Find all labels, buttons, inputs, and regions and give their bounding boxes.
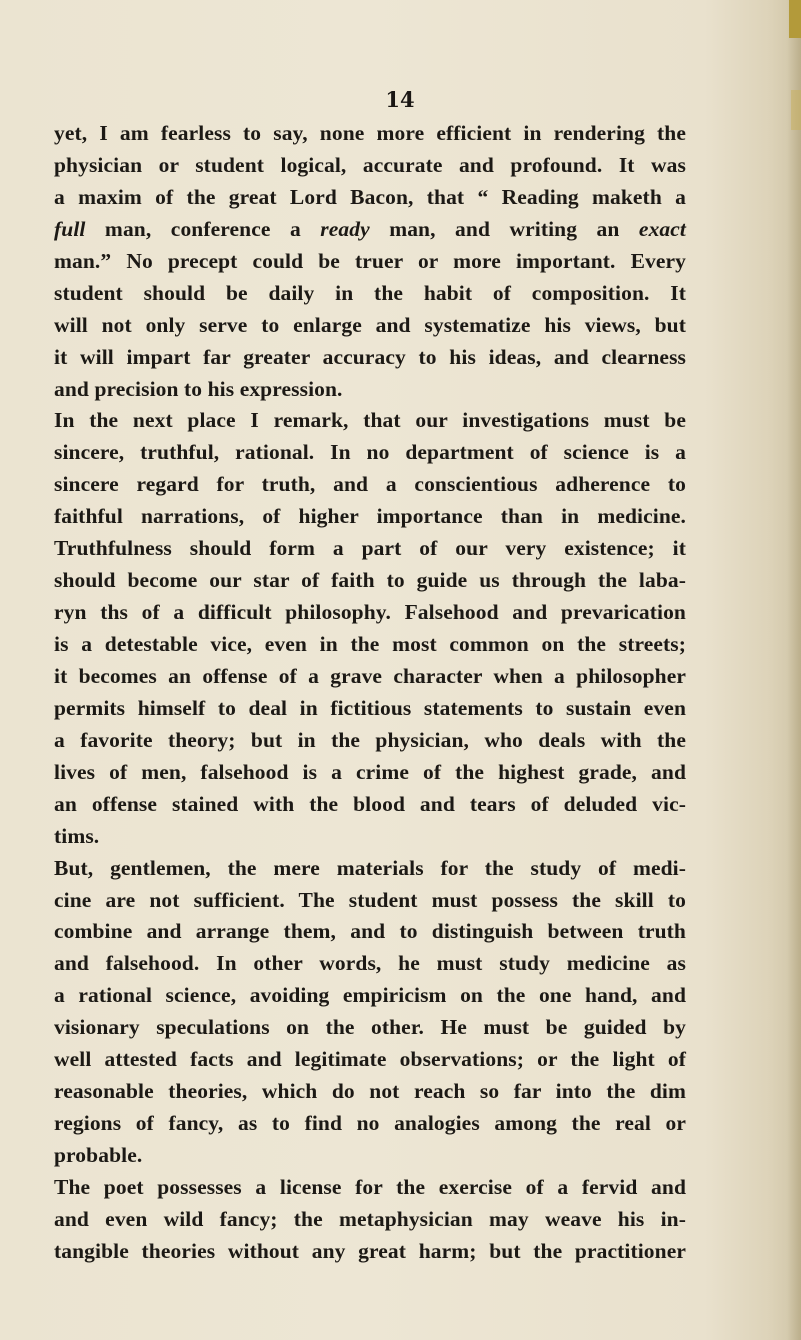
text-line: it becomes an offense of a grave character when a philosopher: [54, 663, 686, 688]
page-edge-shadow: [787, 0, 801, 1340]
text-line: should become our star of faith to guide us through the laba-: [54, 568, 686, 593]
text-line: Truthfulness should form a part of our very existence; it: [54, 536, 686, 561]
text-line: a favorite theory; but in the physician, who deals with the: [54, 727, 686, 752]
text-line: tangible theories without any great harm; but the practitioner: [54, 1238, 686, 1263]
text-line: well attested facts and legitimate observations; or the light of: [54, 1047, 686, 1072]
text-line: visionary speculations on the other. He must be guided by: [54, 1015, 686, 1040]
body-text: [54, 118, 686, 1268]
text-line: tims.: [54, 823, 100, 848]
text-line: But, gentlemen, the mere materials for the study of medi-: [54, 855, 686, 880]
text-line: permits himself to deal in fictitious statements to sustain even: [54, 695, 686, 720]
text-line: an offense stained with the blood and tears of deluded vic-: [54, 791, 686, 816]
text-line: and even wild fancy; the metaphysician may weave his in-: [54, 1206, 686, 1231]
text-line: man.” No precept could be truer or more important. Every: [54, 248, 686, 273]
text-line: physician or student logical, accurate and profound. It was: [54, 152, 686, 177]
text-line: The poet possesses a license for the exercise of a fervid and: [54, 1174, 686, 1199]
text-line: probable.: [54, 1143, 143, 1167]
page-number: 14: [385, 87, 415, 112]
text-line: cine are not sufficient. The student must possess the skill to: [54, 887, 686, 912]
text-line: is a detestable vice, even in the most common on the streets;: [54, 632, 686, 656]
text-line: full man, conference a ready man, and writing an exact: [54, 216, 686, 241]
text-line: a rational science, avoiding empiricism on the one hand, and: [54, 983, 686, 1008]
page-edge-mark: [791, 90, 801, 130]
text-line: regions of fancy, as to find no analogies among the real or: [54, 1111, 686, 1136]
text-line: lives of men, falsehood is a crime of the highest grade, and: [54, 759, 686, 784]
text-line: In the next place I remark, that our investigations must be: [54, 408, 686, 433]
text-line: will not only serve to enlarge and systematize his views, but: [54, 312, 686, 337]
text-line: ryn ths of a difficult philosophy. Falsehood and prevarication: [54, 600, 686, 625]
text-line: and falsehood. In other words, he must study medicine as: [54, 951, 686, 976]
text-line: faithful narrations, of higher importance than in medicine.: [54, 504, 686, 529]
page-edge-tab: [789, 0, 801, 38]
text-line: a maxim of the great Lord Bacon, that “ Reading maketh a: [54, 184, 686, 209]
text-line: yet, I am fearless to say, none more efficient in rendering the: [54, 121, 686, 145]
text-line: sincere, truthful, rational. In no department of science is a: [54, 440, 686, 465]
text-line: it will impart far greater accuracy to his ideas, and clearness: [54, 344, 686, 369]
text-line: combine and arrange them, and to distinguish between truth: [54, 919, 686, 944]
text-line: student should be daily in the habit of composition. It: [54, 280, 686, 305]
text-line: and precision to his expression.: [54, 376, 343, 401]
text-line: sincere regard for truth, and a conscientious adherence to: [54, 472, 686, 497]
text-line: reasonable theories, which do not reach so far into the dim: [54, 1079, 686, 1104]
